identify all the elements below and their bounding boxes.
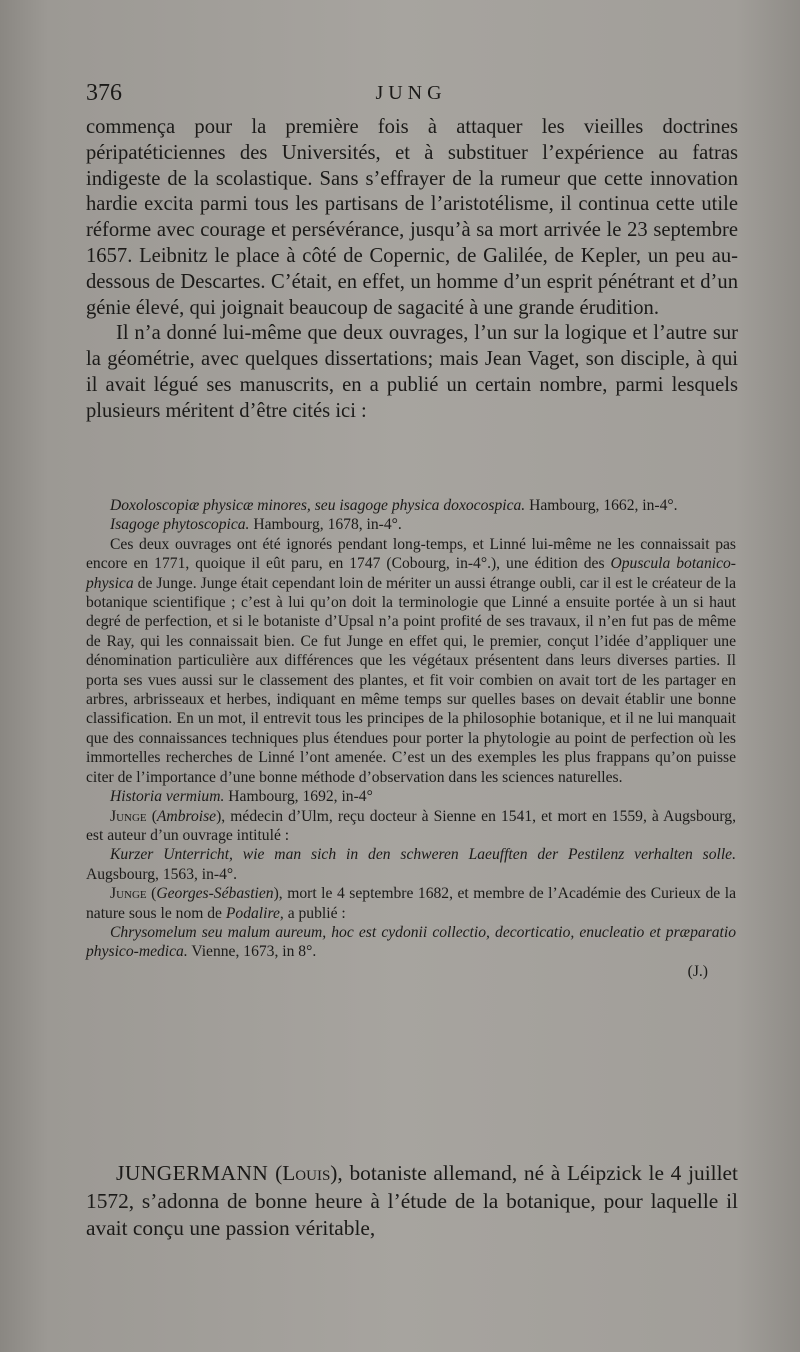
- bibliography-entry: [86, 845, 736, 884]
- commentary-text: Ces deux ouvrages ont été ignorés pendant long-temps, et Linné lui-même ne les connaissait pas encore en 1771, quoique il eût paru, en 1747 (Cobourg, in-4°.), une édition des: [86, 535, 736, 573]
- author-signature: (J.): [687, 962, 708, 980]
- work-title: Doxoloscopiæ physicæ minores, seu isagoge physica doxocospica.: [110, 497, 526, 514]
- person-given-name: Georges-Sébastien: [156, 885, 274, 903]
- paragraph: commença pour la première fois à attaquer les vieilles doctrines péripatéticiennes des Universités, et à substituer l’expérience au fatras indigeste de la scolastique. Sans s’effrayer de la rumeur que cette innovation hardie excita parmi tous les partisans de l’aristotélisme, il continua cette utile réforme avec courage et persévérance, jusqu’à sa mort arrivée le 23 septembre 1657. Leibnitz le place à côté de Copernic, de Galilée, de Kepler, un peu au-dessous de Descartes. C’était, en effet, un homme d’un esprit pénétrant et d’un génie élevé, qui joignait beaucoup de sagacité à une grande érudition.: [86, 116, 738, 319]
- page-number: 376: [86, 80, 122, 106]
- paragraph: Il n’a donné lui-même que deux ouvrages, l’un sur la logique et l’autre sur la géométrie, avec quelques dissertations; mais Jean Vaget, son disciple, à qui il avait légué ses manuscrits, en a publié un certain nombre, parmi lesquels plusieurs méritent d’être cités ici :: [86, 322, 738, 422]
- dictionary-entry: [86, 1160, 738, 1243]
- page-header: [86, 80, 736, 114]
- bibliography-entry: [86, 496, 736, 515]
- main-text: [86, 115, 738, 425]
- bibliography-notes: [86, 496, 736, 981]
- entry-text: botaniste allemand, né à Léipzick le 4 juillet 1572, s’adonna de bonne heure à l’étude de la botanique, pour laquelle il avait conçu une passion véritable,: [86, 1161, 738, 1240]
- work-title: Historia vermium.: [110, 788, 225, 806]
- work-publication: Hambourg, 1662, in-4°.: [529, 497, 678, 514]
- bibliography-entry: [86, 787, 736, 806]
- person-given-name: Ambroise: [156, 807, 217, 825]
- person-entry: Junge (Ambroise), médecin d’Ulm, reçu docteur à Sienne en 1541, et mort en 1559, à Augsbourg, est auteur d’un ouvrage intitulé :: [86, 807, 736, 844]
- work-title: Opuscula botanico-physica: [86, 555, 736, 592]
- work-title: Kurzer Unterricht, wie man sich in den schweren Laeufften der Pestilenz verhalten solle.: [110, 846, 736, 864]
- work-title: Isagoge phytoscopica.: [110, 516, 250, 534]
- bibliography-entry: [86, 515, 736, 534]
- work-title: Chrysomelum seu malum aureum, hoc est cydonii collectio, decorticatio, enucleatio et præparatio physico-medica.: [86, 923, 736, 961]
- entry-paragraph: JUNGERMANN (Louis), botaniste allemand, né à Léipzick le 4 juillet 1572, s’adonna de bonne heure à l’étude de la botanique, pour laquelle il avait conçu une passion véritable,: [86, 1161, 738, 1240]
- running-head: JUNG: [375, 82, 447, 104]
- person-description: mort le 4 septembre 1682, et membre de l’Académie des Curieux de la nature sous le nom de: [86, 885, 736, 922]
- work-publication: Augsbourg, 1563, in-4°.: [86, 865, 238, 883]
- commentary-text: de Junge. Junge était cependant loin de mériter un aussi étrange oubli, car il est le créateur de la botanique scientifique ; c’est à lui qu’on doit la terminologie que Linné a ensuite portée à un si haut degré de perfection, et si le botaniste d’Upsal n’a point profité de ses travaux, il n’en fut pas de même de Ray, qui les connaissait bien. Ce fut Junge en effet qui, le premier, conçut l’idée d’appliquer une dénomination particulière aux différences que les végétaux présentent dans leurs diverses parties. Il porta ses vues aussi sur le classement des plantes, et fit voir combien on avait tort de les partager en arbres, arbrisseaux et herbes, indiquant en même temps sur quelles bases on devait établir une bonne classification. En un mot, il entrevit tous les principes de la philosophie botanique, et il ne lui manquait que des connaissances techniques plus étendues pour porter la phytologie au point de perfection où les immortelles recherches de Linné l’ont amenée. C’est un des exemples les plus frappans qu’on puisse citer de l’importance d’une bonne méthode d’observation dans les sciences naturelles.: [86, 574, 736, 786]
- person-description: , a publié :: [279, 904, 346, 922]
- person-surname: Junge: [110, 885, 147, 903]
- entry-headword: JUNGERMANN: [116, 1161, 269, 1185]
- person-description: médecin d’Ulm, reçu docteur à Sienne en 1541, et mort en 1559, à Augsbourg, est auteur d’un ouvrage intitulé :: [86, 807, 736, 844]
- person-alias: Podalire: [225, 904, 280, 922]
- person-entry: Junge (Georges-Sébastien), mort le 4 septembre 1682, et membre de l’Académie des Curieux de la nature sous le nom de Podalire, a publié :: [86, 885, 736, 922]
- person-surname: Junge: [110, 807, 147, 825]
- entry-given-name: Louis: [282, 1161, 331, 1185]
- work-publication: Hambourg, 1678, in-4°.: [253, 516, 402, 534]
- commentary-paragraph: [86, 535, 736, 787]
- work-publication: Vienne, 1673, in 8°.: [191, 943, 317, 961]
- work-publication: Hambourg, 1692, in-4°: [228, 788, 373, 806]
- bibliography-entry: [86, 923, 736, 962]
